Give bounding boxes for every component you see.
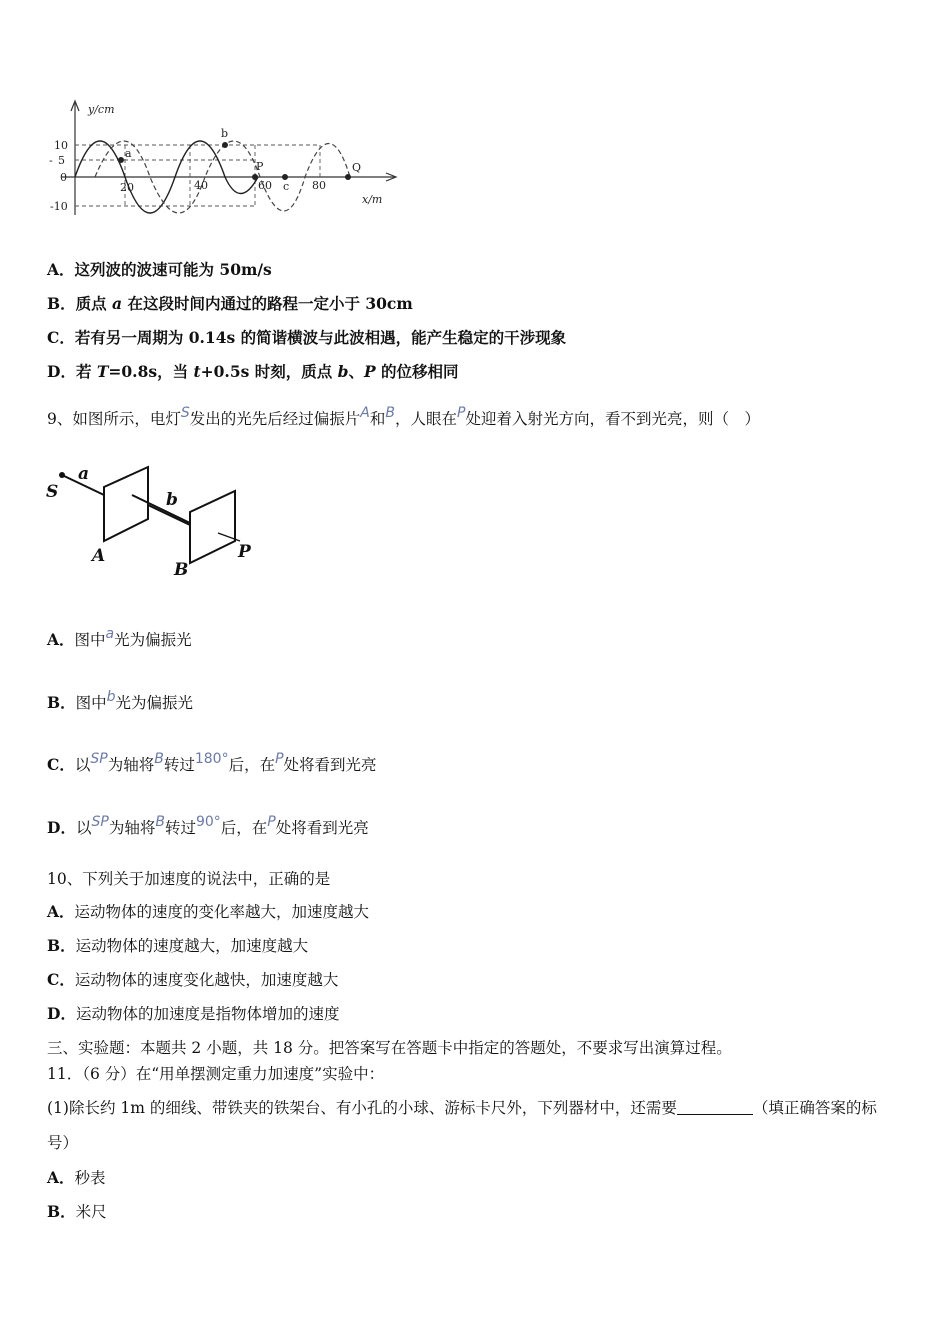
label-polarizer-a: A [92, 546, 106, 566]
section-3-heading: 三、实验题：本题共 2 小题，共 18 分。把答案写在答题卡中指定的答题处，不要求写出演算过程。 [47, 1039, 732, 1057]
q11-option-b[interactable]: B．米尺 [47, 1202, 107, 1221]
y-tick-0: 0 [60, 171, 67, 184]
q11-part1-cont: 号） [47, 1134, 79, 1152]
q10-option-d[interactable]: D．运动物体的加速度是指物体增加的速度 [47, 1004, 340, 1023]
q11-option-a[interactable]: A．秒表 [47, 1168, 106, 1187]
point-q [345, 174, 351, 180]
label-c: c [283, 180, 290, 193]
polarizer-a [104, 467, 148, 541]
x-tick-60: 60 [258, 179, 272, 192]
y-tick-10: 10 [54, 139, 68, 152]
point-a [118, 157, 124, 163]
label-q: Q [352, 161, 362, 174]
wave-graph [40, 95, 410, 220]
q10-option-b[interactable]: B．运动物体的速度越大，加速度越大 [47, 936, 309, 955]
label-ray-b: b [166, 490, 178, 510]
y-axis-label: y/cm [88, 103, 115, 116]
answer-blank[interactable] [677, 1098, 753, 1115]
q10-option-c[interactable]: C．运动物体的速度变化越快，加速度越大 [47, 970, 339, 989]
x-tick-80: 80 [312, 179, 326, 192]
polarizer-figure [40, 455, 280, 585]
polarizer-b [190, 491, 235, 563]
label-a: a [125, 147, 132, 160]
q9-option-c[interactable]: C．以SP为轴将B转过180°后，在P处将看到光亮 [47, 751, 377, 774]
q8-option-a[interactable]: A．这列波的波速可能为 50m/s [47, 260, 272, 279]
q10-option-a[interactable]: A．运动物体的速度的变化率越大，加速度越大 [47, 902, 370, 921]
q11-stem: 11．（6 分）在“用单摆测定重力加速度”实验中： [47, 1065, 385, 1083]
label-s: S [46, 482, 59, 502]
lamp-s [59, 472, 65, 478]
label-p: P [256, 160, 264, 173]
x-axis-label: x/m [362, 193, 383, 206]
label-eye-p: P [238, 542, 251, 562]
q9-option-d[interactable]: D．以SP为轴将B转过90°后，在P处将看到光亮 [47, 814, 369, 837]
q9-option-b[interactable]: B．图中b光为偏振光 [47, 689, 194, 712]
svg-text:-: - [49, 154, 53, 167]
q8-option-d[interactable]: D．若 T=0.8s，当 t+0.5s 时刻，质点 b、P 的位移相同 [47, 362, 459, 381]
point-b [222, 142, 228, 148]
q11-part1: (1)除长约 1m 的细线、带铁夹的铁架台、有小孔的小球、游标卡尺外，下列器材中，还需要 （填正确答案的标 [47, 1099, 877, 1117]
label-b: b [221, 127, 229, 140]
q10-stem: 10、下列关于加速度的说法中，正确的是 [47, 870, 331, 888]
x-tick-20: 20 [120, 181, 134, 194]
q9-stem: 9、如图所示，电灯S发出的光先后经过偏振片A和B，人眼在P处迎着入射光方向，看不到光亮，则（ ） [47, 405, 760, 428]
x-tick-40: 40 [194, 179, 208, 192]
y-tick-5: 5 [58, 154, 65, 167]
label-polarizer-b: B [174, 560, 189, 580]
y-tick-neg10: -10 [50, 200, 68, 213]
q8-option-b[interactable]: B．质点 a 在这段时间内通过的路程一定小于 30cm [47, 294, 413, 313]
label-ray-a: a [78, 464, 90, 484]
q9-option-a[interactable]: A．图中a光为偏振光 [47, 626, 192, 649]
q8-option-c[interactable]: C．若有另一周期为 0.14s 的简谐横波与此波相遇，能产生稳定的干涉现象 [47, 328, 567, 347]
